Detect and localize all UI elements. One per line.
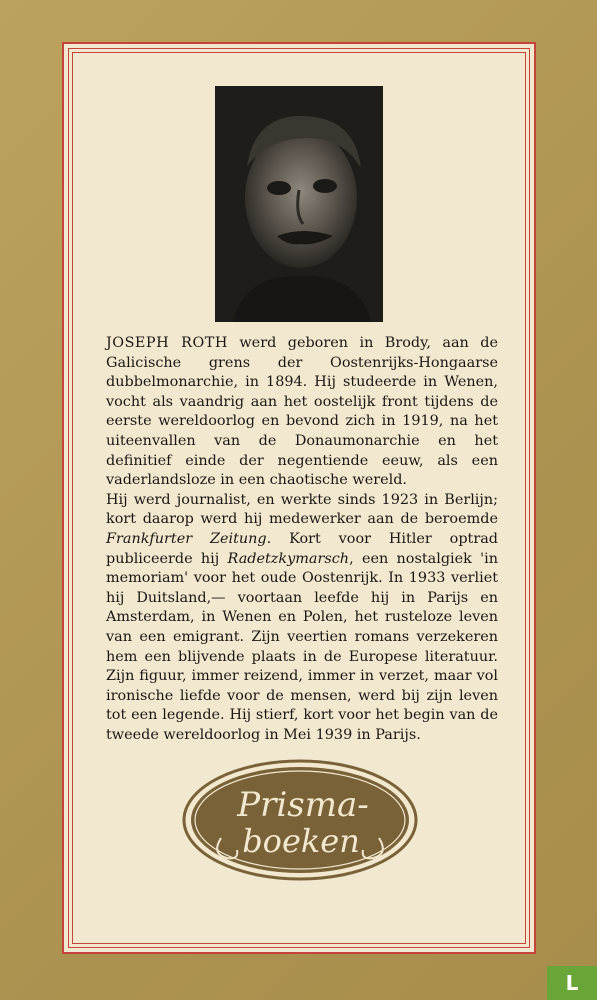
biography-paragraph-2 [106,491,498,746]
biography-paragraph-1 [106,334,498,491]
newspaper-title: Frankfurter Zeitung [106,530,267,547]
novel-title: Radetzkymarsch [227,550,350,567]
biography-text-1: werd geboren in Brody, aan de Galicische grens der Oostenrijks-Hongaarse dubbelmonarchie, in 1894. Hij studeerde in Wenen, vocht als vaandrig aan het oostelijk front tijdens de eerste wereldoorlog en bevond zich in 1919, na het uiteenvallen van de Donaumonarchie en het definitief einde der negentiende eeuw, als een vaderlandsloze in een chaotische wereld. [106,335,498,489]
author-portrait-photo [215,86,383,322]
author-biography [106,334,498,745]
prisma-boeken-logo [181,758,419,882]
author-name: JOSEPH ROTH [106,335,228,351]
biography-text-2a: Hij werd journalist, en werkte sinds 1923 in Berlijn; kort daarop werd hij medewerker aan de beroemde [106,491,498,528]
biography-text-2b: . Kort voor Hitler optrad publiceerde hij [106,530,498,567]
logo-line-1: Prisma- [237,785,369,825]
watermark-glyph: L [565,971,579,995]
logo-line-2: boeken [242,822,360,860]
text-panel [62,42,536,954]
watermark-logo-badge [547,966,597,1000]
biography-text-2c: , een nostalgiek 'in memoriam' voor het oude Oostenrijk. In 1933 verliet hij Duitsland,— voortaan leefde hij in Parijs en Amsterdam, in Wenen en Polen, het rusteloze leven van een emigrant. Zijn veertien romans verzekeren hem een blijvende plaats in de Europese literatuur. Zijn figuur, immer reizend, immer in verzet, maar vol ironische liefde voor de mensen, werd bij zijn leven tot een legende. Hij stierf, kort voor het begin van de tweede wereldoorlog in Mei 1939 in Parijs. [106,550,499,743]
